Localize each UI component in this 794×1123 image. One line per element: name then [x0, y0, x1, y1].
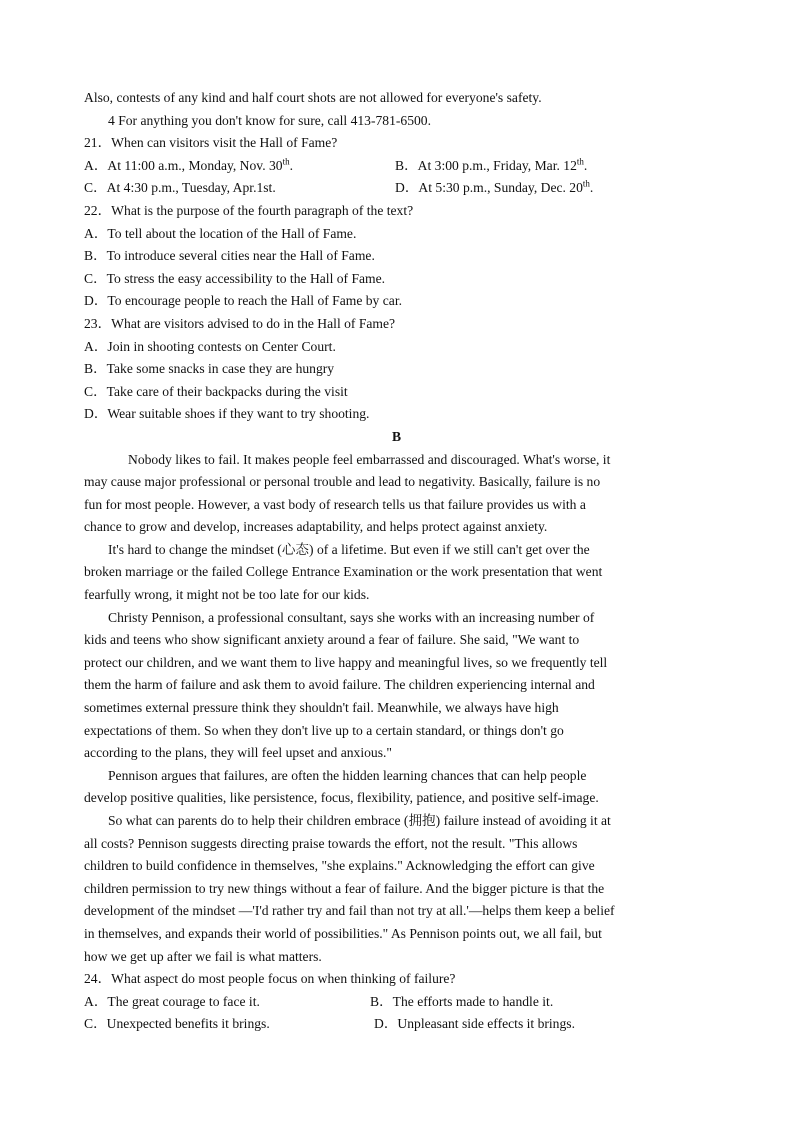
paragraph-line: sometimes external pressure think they shouldn't fail. Meanwhile, we always have high	[84, 700, 559, 716]
paragraph-line: development of the mindset —'I'd rather try and fail than not try at all.'—helps them keep a belief	[84, 903, 615, 919]
paragraph-line: protect our children, and we want them to live happy and meaningful lives, so we frequently tell	[84, 654, 608, 670]
question-23: 23．What are visitors advised to do in the Hall of Fame?	[84, 315, 396, 331]
text: 4 For anything you don't know for sure, call 413-781-6500.	[108, 112, 431, 128]
question-text: 21．When can visitors visit the Hall of Fame?	[84, 135, 338, 151]
option-a: A．The great courage to face it.	[84, 993, 260, 1009]
paragraph-line: them the harm of failure and ask them to avoid failure. The children experiencing internal and	[84, 677, 595, 693]
paragraph-line: according to the plans, they will feel upset and anxious."	[84, 745, 392, 761]
text: Also, contests of any kind and half court shots are not allowed for everyone's safety.	[84, 90, 542, 105]
option-b: B．The efforts made to handle it.	[370, 993, 554, 1009]
option-d: D．Wear suitable shoes if they want to try shooting.	[84, 406, 370, 422]
option-b: B．At 3:00 p.m., Friday, Mar. 12th.	[395, 156, 588, 173]
option-row	[84, 1013, 709, 1036]
option-c: C．Unexpected benefits it brings.	[84, 1016, 270, 1032]
option-b: B．Take some snacks in case they are hungry	[84, 361, 335, 377]
document-body	[84, 87, 709, 1036]
paragraph-line: kids and teens who show significant anxiety around a fear of failure. She said, "We want to	[84, 632, 580, 648]
option-c: C．To stress the easy accessibility to the Hall of Fame.	[84, 270, 386, 286]
paragraph-line: develop positive qualities, like persistence, focus, flexibility, patience, and positive self-image.	[84, 790, 599, 806]
paragraph-line: may cause major professional or personal trouble and lead to negativity. Basically, failure is no	[84, 474, 601, 490]
paragraph-line: Christy Pennison, a professional consultant, says she works with an increasing number of	[108, 609, 595, 625]
paragraph-line: fun for most people. However, a vast body of research tells us that failure provides us with a	[84, 496, 586, 512]
option-d: D．At 5:30 p.m., Sunday, Dec. 20th.	[395, 178, 594, 196]
option-d: D．Unpleasant side effects it brings.	[374, 1016, 575, 1032]
question-22: 22．What is the purpose of the fourth paragraph of the text?	[84, 202, 414, 218]
question-24: 24．What aspect do most people focus on when thinking of failure?	[84, 971, 456, 987]
option-b: B．To introduce several cities near the Hall of Fame.	[84, 248, 375, 264]
paragraph-line: how we get up after we fail is what matters.	[84, 948, 322, 964]
paragraph-line: fearfully wrong, it might not be too late for our kids.	[84, 587, 370, 603]
option-d: D．To encourage people to reach the Hall of Fame by car.	[84, 293, 402, 309]
text-line	[84, 87, 709, 110]
question-21	[84, 132, 709, 155]
paragraph-line: Nobody likes to fail. It makes people feel embarrassed and discouraged. What's worse, it	[128, 451, 611, 467]
option-a: A．At 11:00 a.m., Monday, Nov. 30th.	[84, 156, 294, 173]
paragraph-line: It's hard to change the mindset (心态) of a lifetime. But even if we still can't get over the	[108, 541, 590, 557]
paragraph-line: So what can parents do to help their children embrace (拥抱) failure instead of avoiding it at	[108, 813, 611, 828]
option-row	[84, 177, 709, 200]
section-heading-b: B	[391, 428, 402, 444]
paragraph-line: Pennison argues that failures, are often the hidden learning chances that can help people	[108, 767, 587, 783]
paragraph-line: chance to grow and develop, increases adaptability, and helps protect against anxiety.	[84, 519, 548, 535]
paragraph-line: expectations of them. So when they don't live up to a certain standard, or things don't go	[84, 722, 564, 738]
option-c: C．Take care of their backpacks during the visit	[84, 383, 348, 399]
option-c: C．At 4:30 p.m., Tuesday, Apr.1st.	[84, 180, 276, 196]
option-row	[84, 991, 709, 1014]
paragraph-line: all costs? Pennison suggests directing praise towards the effort, not the result. "This allows	[84, 835, 578, 851]
paragraph-line: in themselves, and expands their world of possibilities." As Pennison points out, we all fail, but	[84, 925, 602, 941]
option-a: A．Join in shooting contests on Center Court.	[84, 338, 336, 354]
option-a: A．To tell about the location of the Hall of Fame.	[84, 225, 357, 241]
paragraph-line: children to build confidence in themselves, "she explains." Acknowledging the effort can give	[84, 858, 595, 874]
option-row	[84, 155, 709, 178]
paragraph-line: children permission to try new things without a fear of failure. And the bigger picture is that the	[84, 880, 605, 896]
text-line	[84, 110, 709, 133]
paragraph-line: broken marriage or the failed College Entrance Examination or the work presentation that went	[84, 564, 603, 580]
